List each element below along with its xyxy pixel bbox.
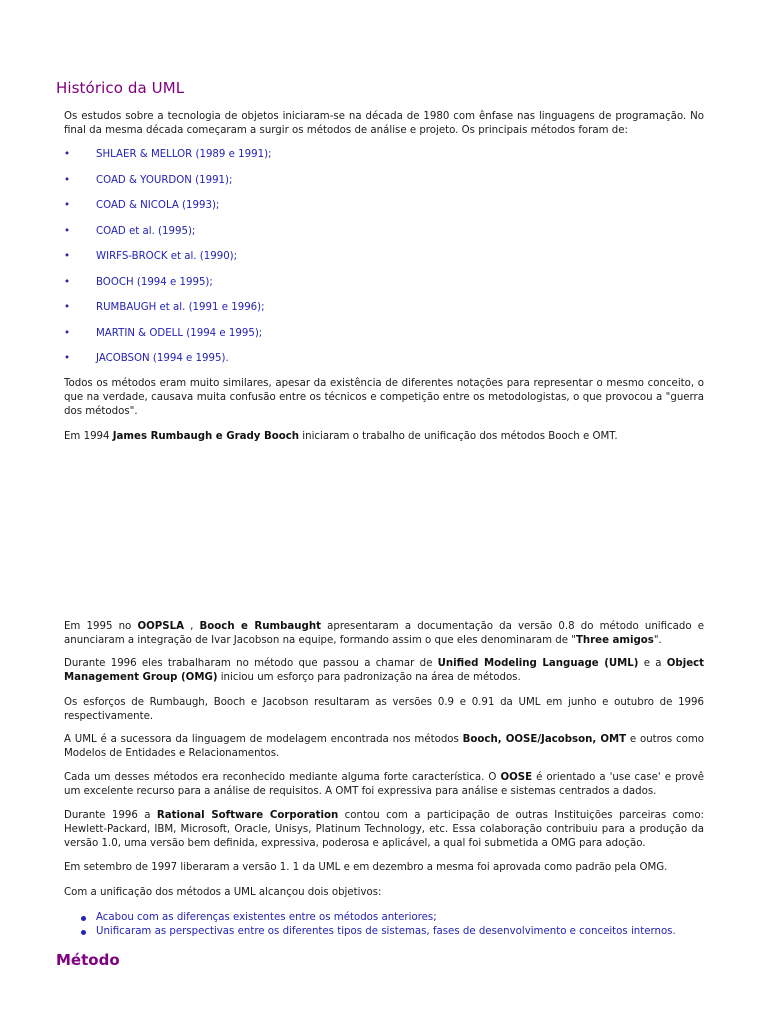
text-run: Durante 1996 a: [64, 810, 157, 821]
text-run: é orientado a 'use case' e provê um excelente recurso para a análise de requisitos. A OMT foi expressiva para análise e sistemas centrados a dados.: [64, 772, 704, 797]
text-run: Em 1995 no: [64, 621, 138, 632]
list-item: [64, 352, 704, 378]
bullet-icon: •: [64, 327, 71, 339]
section-heading-metodo: Método: [56, 951, 120, 969]
bullet-icon: •: [64, 200, 71, 211]
method-label: WIRFS-BROCK et al. (1990);: [96, 251, 238, 262]
method-label: JACOBSON (1994 e 1995).: [96, 353, 229, 364]
method-label: COAD & YOURDON (1991);: [96, 174, 233, 186]
bold-text: Rational Software Corporation: [156, 810, 339, 821]
bullet-dot-icon: [81, 930, 86, 935]
text-run: ,: [183, 621, 200, 632]
text-run: Em 1994: [64, 431, 113, 442]
method-label: COAD et al. (1995);: [96, 225, 196, 237]
list-item: [64, 327, 704, 353]
bullet-icon: •: [64, 251, 71, 262]
list-item: [64, 276, 704, 302]
text-run: iniciaram o trabalho de unificação dos métodos Booch e OMT.: [299, 431, 618, 442]
section-heading-historico: Histórico da UML: [56, 79, 185, 97]
paragraph-sucessora: [64, 733, 704, 761]
paragraph-rational: [64, 809, 704, 851]
text-run: e a: [638, 658, 667, 669]
bold-text: OOPSLA: [137, 621, 184, 632]
bullet-icon: •: [64, 149, 71, 160]
text-run: e outros como Modelos de Entidades e Relacionamentos.: [64, 734, 704, 759]
method-label: RUMBAUGH et al. (1991 e 1996);: [96, 302, 265, 313]
paragraph-1997: Em setembro de 1997 liberaram a versão 1. 1 da UML e em dezembro a mesma foi aprovada como padrão pela OMG.: [64, 862, 668, 873]
bullet-icon: •: [64, 276, 71, 288]
text-run: Durante 1996 eles trabalharam no método que passou a chamar de: [64, 658, 438, 669]
bold-text: Unified Modeling Language (UML): [437, 658, 639, 669]
bold-text: Booch, OOSE/Jacobson, OMT: [462, 734, 627, 745]
paragraph-1995: [64, 620, 704, 648]
bullet-icon: •: [64, 302, 71, 313]
bullet-dot-icon: [81, 916, 86, 921]
bullet-icon: •: [64, 174, 71, 186]
list-item: [64, 199, 704, 225]
text-run: ".: [653, 635, 662, 646]
text-run: iniciou um esforço para padronização na área de métodos.: [217, 672, 521, 683]
objective-label: Unificaram as perspectivas entre os diferentes tipos de sistemas, fases de desenvolvimento e conceitos internos.: [96, 926, 676, 937]
paragraph-guerra-dos-metodos: Todos os métodos eram muito similares, apesar da existência de diferentes notações para representar o mesmo conceito, o que na verdade, causava muita confusão entre os técnicos e competição entre os metodologistas, o que provocou a "guerra dos métodos".: [64, 378, 704, 417]
text-run: contou com a participação de outras Instituições parceiras como: Hewlett-Packard, IBM, Microsoft, Oracle, Unisys, Platinum Technology, etc. Essa colaboração contribuiu para a produção da versão 1.0, uma versão bem definida, expressiva, poderosa e aplicável, a qual foi submetida a OMG para adoção.: [64, 810, 704, 849]
method-label: MARTIN & ODELL (1994 e 1995);: [96, 327, 263, 339]
list-item: [64, 911, 704, 925]
paragraph-objetivos: Com a unificação dos métodos a UML alcançou dois objetivos:: [64, 887, 382, 898]
list-item: [64, 301, 704, 327]
text-run: A UML é a sucessora da linguagem de modelagem encontrada nos métodos: [64, 734, 463, 745]
list-item: [64, 174, 704, 200]
method-label: BOOCH (1994 e 1995);: [96, 276, 213, 288]
method-label: COAD & NICOLA (1993);: [96, 200, 220, 211]
bullet-icon: •: [64, 225, 71, 237]
paragraph-1996-uml: [64, 657, 704, 685]
paragraph-1994: [64, 430, 704, 444]
list-item: [64, 225, 704, 251]
list-item: [64, 250, 704, 276]
bold-text: OOSE: [500, 772, 533, 783]
paragraph-versoes: Os esforços de Rumbaugh, Booch e Jacobson resultaram as versões 0.9 e 0.91 da UML em junho e outubro de 1996 respectivamente.: [64, 697, 704, 722]
bold-text: Three amigos: [575, 635, 654, 646]
methods-list: [64, 148, 704, 378]
bold-text: James Rumbaugh e Grady Booch: [112, 431, 300, 442]
paragraph-oose: [64, 771, 704, 799]
objectives-list: [64, 911, 704, 939]
text-run: Cada um desses métodos era reconhecido mediante alguma forte característica. O: [64, 772, 501, 783]
bold-text: Booch e Rumbaught: [199, 621, 321, 632]
intro-paragraph: Os estudos sobre a tecnologia de objetos iniciaram-se na década de 1980 com ênfase nas linguagens de programação. No final da mesma década começaram a surgir os métodos de análise e projeto. Os principais métodos foram de:: [64, 111, 704, 136]
list-item: [64, 925, 704, 939]
objective-label: Acabou com as diferenças existentes entre os métodos anteriores;: [96, 912, 437, 923]
method-label: SHLAER & MELLOR (1989 e 1991);: [96, 149, 272, 160]
text-run: apresentaram a documentação da versão 0.8 do método unificado e anunciaram a integração de Ivar Jacobson na equipe, formando assim o que eles denominaram de ": [64, 621, 704, 646]
bold-text: Object Management Group (OMG): [64, 658, 705, 683]
bullet-icon: •: [64, 353, 71, 364]
list-item: [64, 148, 704, 174]
